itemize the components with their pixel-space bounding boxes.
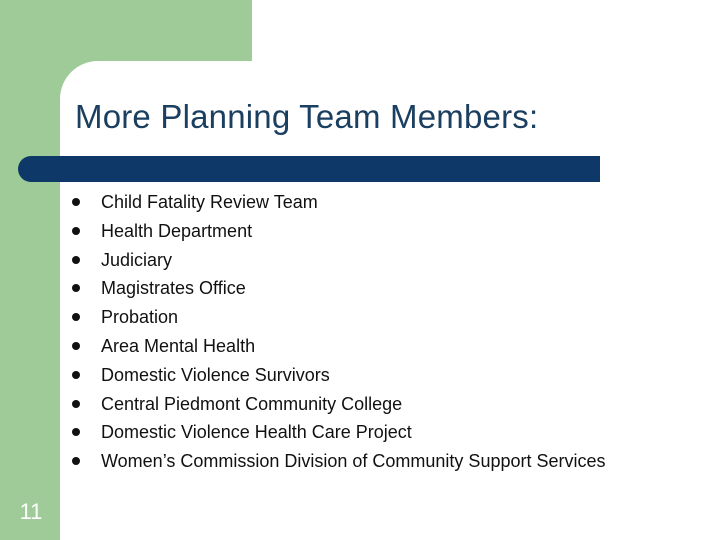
list-item-text: Health Department <box>101 220 253 241</box>
bullet-icon <box>72 227 80 235</box>
bullet-icon <box>72 371 80 379</box>
title-underline-bar <box>18 156 600 182</box>
bullet-icon <box>72 342 80 350</box>
list-item-text: Women’s Commission Division of Community Support Services <box>101 451 606 472</box>
list-item <box>72 188 606 217</box>
bullet-list <box>72 188 606 476</box>
list-item-text: Judiciary <box>101 249 173 270</box>
list-item <box>72 418 606 447</box>
bullet-icon <box>72 256 80 264</box>
list-item <box>72 303 606 332</box>
list-item <box>72 217 606 246</box>
list-item-text: Area Mental Health <box>101 335 256 356</box>
list-item <box>72 274 606 303</box>
slide-number: 11 <box>19 499 43 524</box>
bullet-icon <box>72 313 80 321</box>
bullet-icon <box>72 284 80 292</box>
list-item <box>72 361 606 390</box>
list-item-text: Magistrates Office <box>101 278 246 299</box>
list-item <box>72 246 606 275</box>
list-item <box>72 332 606 361</box>
list-item-text: Child Fatality Review Team <box>101 192 318 212</box>
bullet-icon <box>72 457 80 465</box>
green-accent-sidebar <box>0 0 60 540</box>
list-item-text: Probation <box>101 307 179 328</box>
list-item-text: Central Piedmont Community College <box>101 393 403 414</box>
bullet-icon <box>72 400 80 408</box>
list-item <box>72 447 606 476</box>
list-item-text: Domestic Violence Survivors <box>101 364 330 385</box>
slide-title: More Planning Team Members: <box>75 98 539 135</box>
bullet-icon <box>72 428 80 436</box>
bullet-icon <box>72 198 80 206</box>
list-item <box>72 390 606 419</box>
list-item-text: Domestic Violence Health Care Project <box>101 422 412 443</box>
